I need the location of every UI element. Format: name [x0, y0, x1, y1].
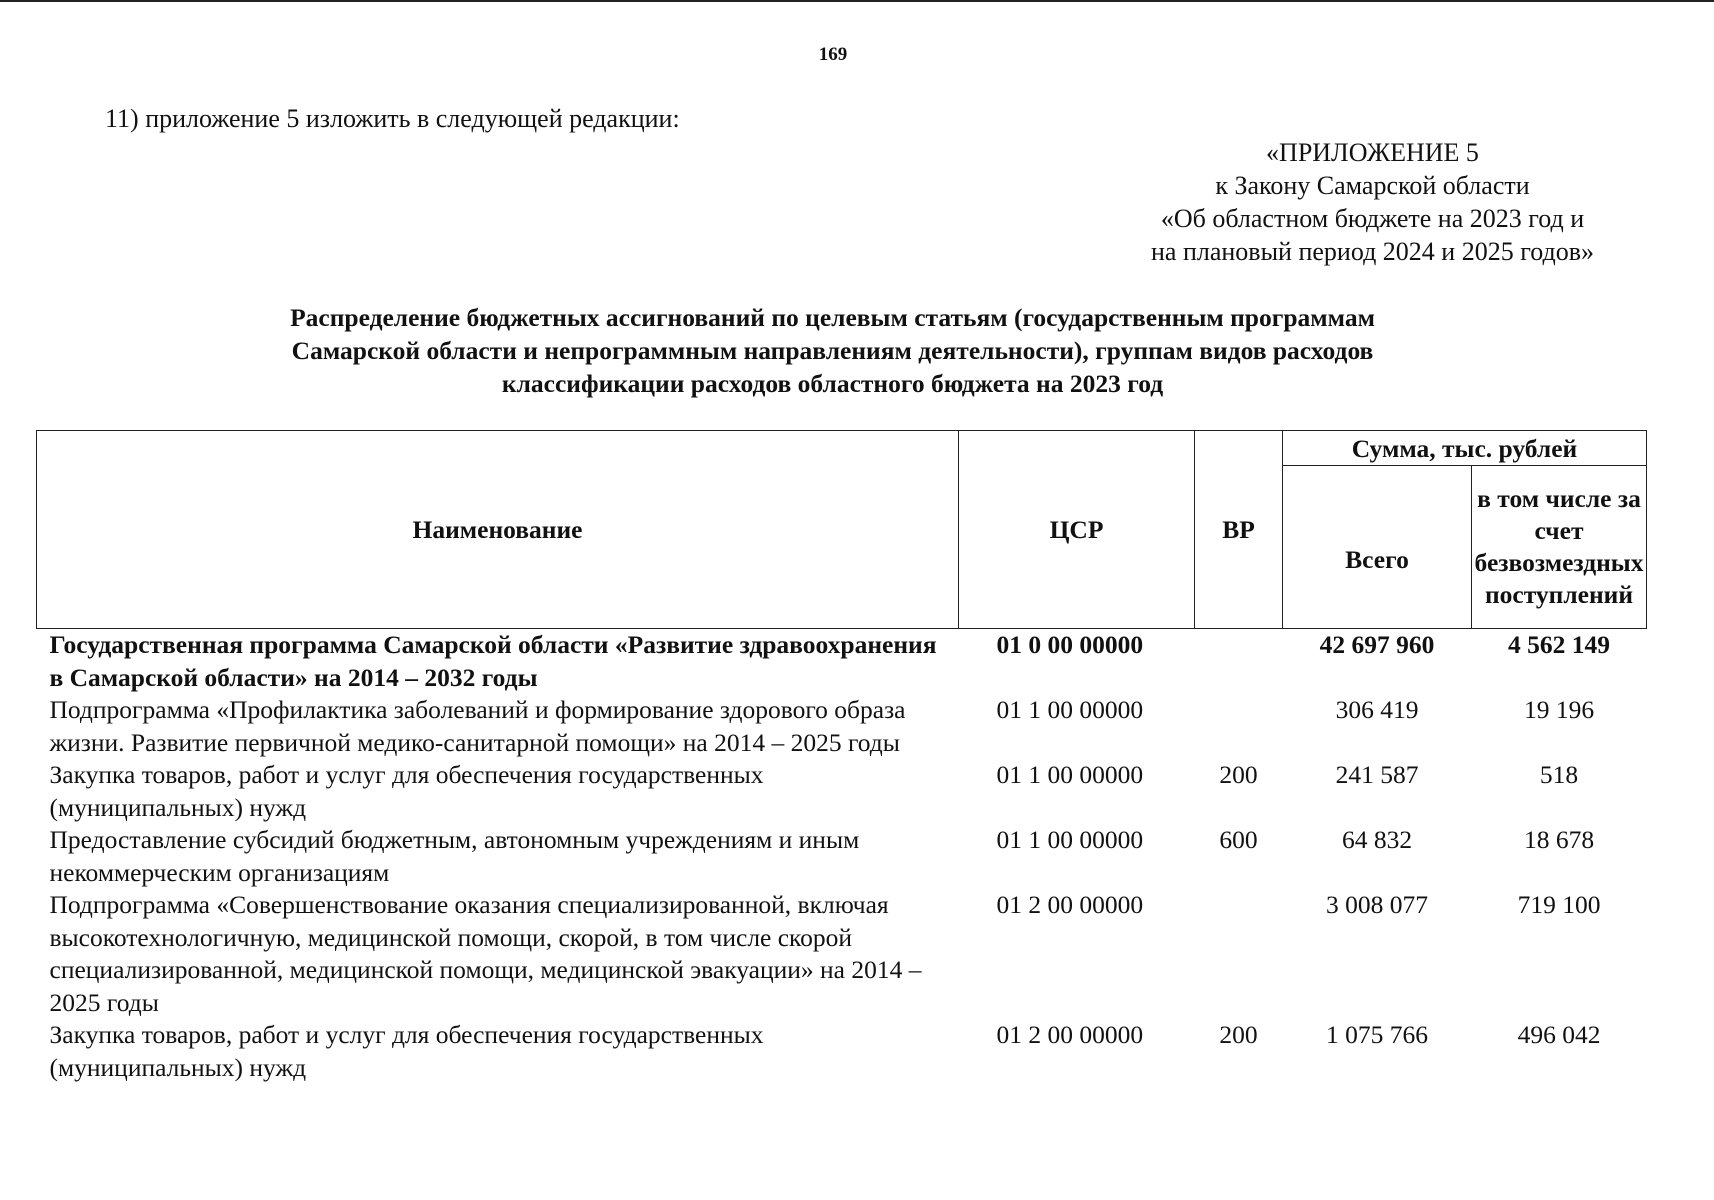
table-row [37, 629, 1647, 695]
document-title [140, 301, 1525, 400]
row-free: 18 678 [1523, 825, 1595, 854]
appendix-line: «Об областном бюджете на 2023 год и [1160, 204, 1585, 233]
row-free: 4 562 149 [1508, 630, 1610, 659]
row-csr: 01 2 00 00000 [996, 890, 1144, 919]
page-number: 169 [818, 44, 848, 65]
row-vr [1195, 629, 1283, 695]
row-vr [1195, 694, 1283, 759]
row-csr: 01 0 00 00000 [996, 630, 1144, 659]
table-header [37, 431, 1647, 629]
row-vr: 200 [1219, 760, 1258, 789]
row-name: Государственная программа Самарской области «Развитие здравоохранения в Самарской области» на 2014 – 2032 годы [49, 630, 937, 692]
appendix-line: на плановый период 2024 и 2025 годов» [1151, 237, 1594, 266]
row-total: 306 419 [1335, 695, 1419, 724]
row-csr: 01 2 00 00000 [996, 1020, 1144, 1049]
row-total: 3 008 077 [1326, 890, 1428, 919]
table-row [37, 824, 1647, 889]
row-vr [1195, 889, 1283, 1019]
header-sum: Сумма, тыс. рублей [1283, 431, 1647, 466]
row-free: 518 [1539, 760, 1579, 789]
table-row [37, 694, 1647, 759]
title-line: классификации расходов областного бюджета на 2023 год [501, 369, 1164, 398]
row-free: 719 100 [1517, 890, 1601, 919]
row-total: 42 697 960 [1319, 630, 1435, 659]
appendix-block [1100, 136, 1645, 268]
row-csr: 01 1 00 00000 [996, 760, 1144, 789]
row-csr: 01 1 00 00000 [996, 695, 1144, 724]
appendix-line: к Закону Самарской области [1215, 171, 1530, 200]
row-total: 241 587 [1335, 760, 1419, 789]
row-name: Закупка товаров, работ и услуг для обеспечения государственных (муниципальных) нужд [49, 1020, 764, 1082]
table-row [37, 1019, 1647, 1084]
header-name: Наименование [37, 431, 959, 629]
row-name: Закупка товаров, работ и услуг для обеспечения государственных (муниципальных) нужд [49, 760, 764, 822]
row-free: 19 196 [1523, 695, 1595, 724]
row-free: 496 042 [1517, 1020, 1601, 1049]
row-name: Предоставление субсидий бюджетным, автономным учреждениям и иным некоммерческим организациям [49, 825, 860, 887]
row-name: Подпрограмма «Профилактика заболеваний и формирование здорового образа жизни. Развитие первичной медико-санитарной помощи» на 2014 – 2025 годы [49, 695, 906, 757]
row-total: 64 832 [1341, 825, 1413, 854]
row-csr: 01 1 00 00000 [996, 825, 1144, 854]
intro-text: 11) приложение 5 изложить в следующей редакции: [105, 104, 680, 133]
header-free: в том числе за счет безвозмездных поступлений [1472, 466, 1647, 629]
table-row [37, 889, 1647, 1019]
row-vr: 600 [1219, 825, 1258, 854]
top-rule [0, 0, 1714, 2]
row-total: 1 075 766 [1326, 1020, 1428, 1049]
table-row [37, 759, 1647, 824]
header-total: Всего [1283, 466, 1472, 629]
title-line: Распределение бюджетных ассигнований по целевым статьям (государственным программам [290, 303, 1375, 332]
budget-table [36, 430, 1647, 1084]
header-csr: ЦСР [959, 431, 1195, 629]
row-vr: 200 [1219, 1020, 1258, 1049]
appendix-line: «ПРИЛОЖЕНИЕ 5 [1266, 138, 1479, 167]
row-name: Подпрограмма «Совершенствование оказания специализированной, включая высокотехнологичную, медицинской помощи, скорой, в том числе скорой специализированной, медицинской помощи, медицинской эвакуации» на 2014 – 2025 годы [49, 890, 922, 1017]
table-body [37, 629, 1647, 1085]
title-line: Самарской области и непрограммным направлениям деятельности), группам видов расходов [291, 336, 1374, 365]
header-vr: ВР [1195, 431, 1283, 629]
